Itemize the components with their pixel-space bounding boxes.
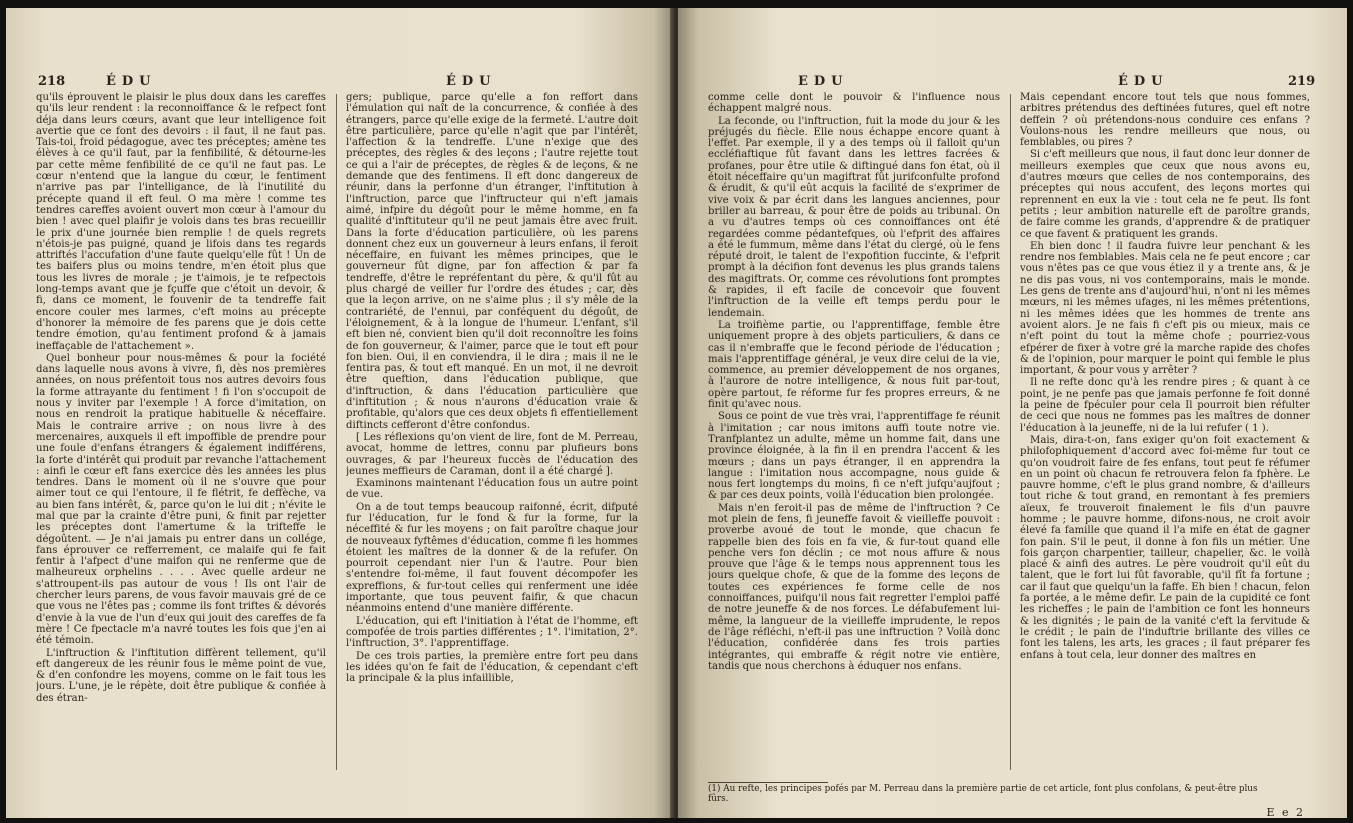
page-number: 219: [1288, 74, 1316, 89]
paragraph: L'inftruction & l'inftitution diffèrent tellement, qu'il eft dangereux de les réunir fous le même point de vue, & d'en confondre les moyens, comme on le fait tous les jours. L'une, je le répète, doit être publique & confiée à des étran-: [36, 647, 326, 704]
paragraph: Quel bonheur pour nous-mêmes & pour la fociété dans laquelle nous avons à vivre, fi, dès nos premières années, on nous préfentoit tous nos autres devoirs fous la forme attrayante du fentiment ! fi l'on s'occupoit de nous y inviter par l'exemple ! A force d'imitation, on nous en rendroit la pratique habituelle & néceffaire. Mais le contraire arrive ; on nous livre à des mercenaires, auxquels il eft impoffible de prendre pour une foule d'enfans étrangers & également indifférens, la forte d'intérêt qui produit par revanche l'attachement : ainfi le cœur eft fans exercice dès les années les plus tendres. Dans le moment où il ne s'ouvre que pour aimer tout ce qui l'entoure, il fe flétrit, fe deffèche, va au bien fans intérêt, &, parce qu'on le lui dit ; n'évite le mal que par la crainte d'être puni, & finit par rejetter les préceptes dont l'amertume & la trifteffe le dégoûtent. — Je n'ai jamais pu entrer dans un collége, fans éprouver ce refferrement, ce malaife qui fe fait fentir à l'afpect d'une maifon qui ne renferme que de malheureux orphelins . . . . Avec quelle ardeur ne s'attroupent-ils pas autour de vous ! Ils ont l'air de chercher leurs parens, de vous favoir mauvais gré de ce que vous ne l'êtes pas ; comme ils font triftes & dévorés d'envie à la vue de l'un d'eux qui jouit des careffes de fa mère ! Ce fpectacle m'a navré toutes les fois que j'en ai été témoin.: [36, 352, 326, 647]
signature-mark: E e 2: [1266, 806, 1305, 818]
paragraph: gers; publique, parce qu'elle a fon reffort dans l'émulation qui naît de la concurrence, & confiée à des étrangers, parce qu'elle exige de la fermeté. L'autre doit être particulière, parce qu'elle n'agit que par l'intérêt, l'affection & la tendreffe. L'une n'exige que des préceptes, des règles & des leçons ; l'autre rejette tout ce qui a l'air de préceptes, de règles & de leçons, & ne demande que des fentimens. Il eft donc dangereux de réunir, dans la perfonne d'un étranger, l'inftitution à l'inftruction, parce que l'inftructeur qui n'eft jamais aimé, infpire du dégoût pour le même homme, en fa qualité d'inftituteur qu'il ne peut jamais être avec fruit. Dans la forte d'éducation particulière, où les parens donnent chez eux un gouverneur à leurs enfans, il feroit néceffaire, en fuivant les mêmes principes, que le gouverneur fût digne, par fon affection & par fa tendreffe, d'être le repréfentant du père, & qu'il fût au plus chargé de veiller fur l'ordre des études ; car, dès que la leçon arrive, on ne s'aime plus ; il s'y mêle de la contrariété, de l'ennui, par conféquent du dégoût, de l'éloignement, & à la longue de l'humeur. L'enfant, s'il eft bien né, convient bien qu'il doit reconnoître les foins de fon gouverneur, & l'aimer, parce que le tout eft pour fon bien. Oui, il en conviendra, il le dira ; mais il ne le fentira pas, & tout eft manqué. En un mot, il ne devroit être queftion, dans l'éducation publique, que d'inftruction, & dans l'éducation particulière que d'inftitution ; & nous n'aurons d'éducation vraie & profitable, qu'alors que ces deux objets fi effentiellement diftincts cefferont d'être confondus.: [346, 92, 638, 431]
text-column-2: [1020, 92, 1310, 776]
paragraph: Sous ce point de vue très vrai, l'apprentiffage fe réunit à l'imitation ; car nous imitons auffi toute notre vie. Tranfplantez un adulte, même un homme fait, dans une province éloignée, à la fin il en prendra l'accent & les mœurs ; dans un pays étranger, il en apprendra la langue : l'imitation nous accompagne, nous guide & nous fert longtemps du moins, fi ce n'eft jufqu'aujfout ; & par ces deux points, voilà l'éducation bien prolongée.: [708, 411, 1000, 502]
paragraph: Mais, dira-t-on, fans exiger qu'on foit exactement & philofophiquement d'accord avec foi-même fur tout ce qu'on voudroit faire de fes enfans, tout peut fe réfumer en un point où chacun fe retrouvera felon fa fphère. Le pauvre homme, c'eft le plus grand nombre, & d'ailleurs tout riche & tout grand, en remontant à fes premiers aïeux, fe trouveroit finalement le fils d'un pauvre homme ; le pauvre homme, difons-nous, ne croit avoir élevé fa famille que quand il l'a mife en état de gagner fon pain. S'il le peut, il donne à fon fils un métier. Une fois garçon charpentier, tailleur, chapelier, &c. le voilà placé & ainfi des autres. Le père voudroit qu'il eût du talent, que le fort lui fût favorable, qu'il fît fa fortune ; car il faut que quelqu'un la faffe. Eh bien ! chacun, felon fa portée, a le même defir. Le pain de la cupidité ce font les richeffes ; le pain de l'ambition ce font les honneurs & les dignités ; le pain de la vanité c'eft la fervitude & le crédit ; le pain de l'induftrie brillante des villes ce font les talens, les arts, les graces ; il faut préparer fes enfans à tout cela, leur donner des maîtres en: [1020, 434, 1310, 661]
paragraph: Examinons maintenant l'éducation fous un autre point de vue.: [346, 478, 638, 501]
running-head: ÉDU: [1118, 74, 1169, 89]
running-head: EDU: [798, 74, 849, 89]
paragraph: Si c'eft meilleurs que nous, il faut donc leur donner de meilleurs exemples que ceux que nous avons eu, d'autres mœurs que celles de nos contemporains, des préceptes qui nous accufent, des leçons mortes qui reprennent en eux la vie : tout cela ne fe peut. Ils font petits ; leur ambition naturelle eft de paroître grands, de faire comme les grands, d'apprendre & de pratiquer ce que favent & pratiquent les grands.: [1020, 149, 1310, 240]
paragraph: L'éducation, qui eft l'initiation à l'état de l'homme, eft compofée de trois parties différentes ; 1°. l'imitation, 2°. l'inftruction, 3°. l'apprentiffage.: [346, 615, 638, 650]
paragraph: La feconde, ou l'inftruction, fuit la mode du jour & les préjugés du fiècle. Elle nous échappe encore quant à l'effet. Par exemple, il y a des temps où il falloit qu'un eccléfiaftique fût favant dans les lettres facrées & profanes, pour être utile & diftingué dans fon état, où il étoit néceffaire qu'un magiftrat fût jurifconfulte profond & érudit, & qu'il eût acquis la facilité de s'exprimer de vive voix & par écrit dans les langues anciennes, pour briller au barreau, & pour être de poids au tribunal. On a vu d'autres temps où ces connoiffances ont été regardées comme pédantefques, où l'efprit des affaires a été le fummum, même dans l'état du clergé, où le fens réputé droit, le talent de l'expofition fuccinte, & l'efprit prompt à la décifion font devenus les plus grands talens des magiftrats. Or, comme ces révolutions font promptes & rapides, il eft facile de concevoir que fouvent l'inftruction de la veille eft temps perdu pour le lendemain.: [708, 115, 1000, 319]
running-head: ÉDU: [106, 74, 157, 89]
left-page: [6, 8, 674, 818]
paragraph: De ces trois parties, la première entre fort peu dans les idées qu'on fe fait de l'éducation, & cependant c'eft la principale & la plus infaillible,: [346, 650, 638, 685]
paragraph: [ Les réflexions qu'on vient de lire, font de M. Perreau, avocat, homme de lettres, connu par plufieurs bons ouvrages, & par l'heureux fuccès de l'éducation des jeunes meffieurs de Caraman, dont il a été chargé ].: [346, 431, 638, 477]
column-rule: [1010, 94, 1011, 770]
text-column-1: [36, 92, 326, 780]
paragraph: Mais cependant encore tout tels que nous fommes, arbitres prétendus des deftinées futures, quel eft notre deffein ? où prétendons-nous conduire ces enfans ? Voulons-nous les rendre meilleurs que nous, ou femblables, ou pires ?: [1020, 92, 1310, 149]
right-page: [678, 8, 1347, 818]
paragraph: Mais n'en feroit-il pas de même de l'inftruction ? Ce mot plein de fens, fi jeuneffe favoit & vieilleffe pouvoit : proverbe avoué de tout le monde, que chacun fe rappelle bien des fois en fa vie, & fur-tout quand elle penche vers fon déclin ; ce mot nous affure & nous prouve que l'âge & le temps nous apprennent tous les jours quelque chofe, & que de la fomme des leçons de toutes ces expériences fe forme celle de nos connoiffances, puifqu'il nous fait regretter l'emploi paffé de notre jeuneffe & de nos forces. Le défabufement lui-même, la langueur de la vieilleffe imprudente, le repos de l'âge réfléchi, n'eft-il pas une inftruction ? Voilà donc l'éducation, confidérée dans fes trois parties intégrantes, qui embraffe & régit notre vie entière, tandis que nous cherchons à éduquer nos enfans.: [708, 502, 1000, 672]
paragraph: Il ne refte donc qu'à les rendre pires ; & quant à ce point, je ne penfe pas que jamais perfonne fe foit donné la peine de fpéculer pour cela Il pourroit bien réfulter de ceci que nous ne fommes pas les maîtres de donner l'éducation à la jeuneffe, ni de la lui refufer ( 1 ).: [1020, 377, 1310, 434]
page-number: 218: [38, 74, 66, 89]
paragraph: La troifième partie, ou l'apprentiffage, femble être uniquement propre à des objets particuliers, & dans ce cas il n'embraffe que le fecond période de l'éducation ; mais l'apprentiffage général, je veux dire celui de la vie, commence, au premier développement de nos organes, à l'aurore de notre intelligence, & nous fuit par-tout, opère partout, fe réforme fur fes propres erreurs, & ne finit qu'avec nous.: [708, 319, 1000, 411]
paragraph: comme celle dont le pouvoir & l'influence nous échappent malgré nous.: [708, 92, 1000, 115]
paragraph: Eh bien donc ! il faudra fuivre leur penchant & les rendre nos femblables. Mais cela ne fe peut encore ; car vous n'êtes pas ce que vous étiez il y a trente ans, & je ne dis pas vous, ni vos contemporains, mais le monde. Les gens de trente ans d'aujourd'hui, n'ont ni les mêmes mœurs, ni les mêmes ufages, ni les mêmes prétentions, ni les mêmes idées que les hommes de trente ans avoient alors. Je ne fais fi c'eft pis ou mieux, mais ce n'eft point du tout la même chofe ; pourriez-vous efpérer de fixer à votre gré la marche rapide des chofes & de l'opinion, pour marquer le point qui femble le plus important, & pour vous y arrêter ?: [1020, 240, 1310, 377]
text-column-2: [346, 92, 638, 780]
paragraph: On a de tout temps beaucoup raifonné, écrit, difputé fur l'éducation, fur le fond & fur la forme, fur la néceffité & fur les moyens ; on fait paroître chaque jour de nouveaux fyftêmes d'éducation, comme fi les hommes étoient les maîtres de la donner & de la refufer. On pourroit cependant nier l'un & l'autre. Pour bien s'entendre foi-même, il faut fouvent décompofer les expreffions, & fur-tout celles qui renferment une idée importante, que tous peuvent faifir, & que chacun néanmoins entend d'une manière différente.: [346, 501, 638, 615]
open-book: [6, 8, 1347, 818]
text-column-1: [708, 92, 1000, 776]
paragraph: qu'ils éprouvent le plaisir le plus doux dans les careffes qu'ils leur rendent : la reconnoiffance & le refpect font déja dans leurs cœurs, avant que leur intelligence foit avertie que ce font des devoirs : il faut, il ne faut pas. Tais-toi, froid pédagogue, avec tes préceptes; amène tes élèves à ce qu'il faut, par la fenfibilité, & détourne-les par cette même fenfibilité de ce qu'il ne faut pas. Le cœur n'entend que la langue du cœur, le fentiment n'arrive pas par l'intelligance, de là l'inutilité du précepte quand il eft feul. O ma mère ! comme tes tendres careffes avoient ouvert mon cœur à l'amour du bien ! avec quel plaifir je volois dans tes bras recueillir le prix d'une journée bien remplie ! de quels regrets n'étois-je pas puigné, quand je lifois dans tes regards attriftés l'accufation d'une faute quelqu'elle fût ! Un de tes baifers plus ou moins tendre, m'en étoit plus que tous les livres de morale ; je t'aimois, je te refpectois long-temps avant que je fçuffe que c'étoit un devoir, & fi, dans ce moment, le fouvenir de ta tendreffe fait encore couler mes larmes, c'eft moins au précepte d'honorer la mémoire de fes parens que je dois cette tendre émotion, qu'au fentiment profond & à jamais ineffaçable de l'attachement ».: [36, 92, 326, 352]
footnote: (1) Au refte, les principes pofés par M. Perreau dans la première partie de cet article, font plus confolans, & peut-être plus fûrs.: [708, 784, 1258, 804]
running-head: ÉDU: [446, 74, 497, 89]
footnote-rule: [708, 782, 828, 783]
column-rule: [336, 94, 337, 770]
